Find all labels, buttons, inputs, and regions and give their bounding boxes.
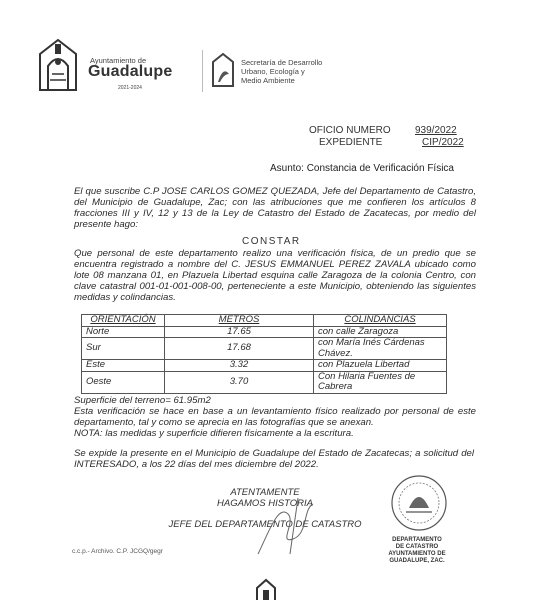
expediente-number: CIP/2022 — [422, 137, 464, 148]
catastro-seal-icon — [376, 474, 462, 532]
seal-caption — [362, 537, 472, 565]
col-orientation: ORIENTACIÓN — [82, 315, 165, 327]
verification-note: Esta verificación se hace en base a un levantamiento físico realizado por personal de este departamento, tal y como se aprecia en las fotografías que se anexan. — [74, 406, 476, 428]
row-orientation: Oeste — [82, 371, 165, 393]
expediente-label: EXPEDIENTE — [319, 137, 383, 148]
row-boundary: Con Hilaria Fuentes de Cabrera — [314, 371, 447, 393]
handwritten-signature-icon — [248, 494, 338, 560]
table-row — [82, 360, 447, 372]
table-row — [82, 371, 447, 393]
municipality-period: 2021-2024 — [118, 85, 142, 91]
row-boundary: con Plazuela Libertad — [314, 360, 447, 372]
verification-paragraph: Que personal de este departamento realizo una verificación física, de un predio que se encuentra registrado a nombre del C. JESUS EMMANUEL PEREZ ZAVALA ubicado como lote 08 manzana 01, en Plazuela Libertad esquina calle Zaragoza de la colonia Centro, con clave catastral 001-01-001-008-00, perteneciente a este Municipio, obteniendo las siguientes medidas y colindancias. — [74, 248, 476, 303]
surface-section — [74, 395, 476, 439]
secretariat-name — [241, 58, 322, 85]
surface-area: Superficie del terreno= 61.95m2 — [74, 395, 211, 406]
row-orientation: Sur — [82, 338, 165, 360]
footer-emblem-icon — [253, 578, 279, 600]
row-orientation: Este — [82, 360, 165, 372]
sign-atentamente: ATENTAMENTE — [230, 487, 300, 498]
row-meters: 3.32 — [165, 360, 314, 372]
row-meters: 3.70 — [165, 371, 314, 393]
seal-line3: AYUNTAMIENTO DE — [388, 551, 446, 557]
expediente-value — [422, 137, 464, 148]
secretariat-line3: Medio Ambiente — [241, 76, 295, 85]
issuance-paragraph: Se expide la presente en el Municipio de Guadalupe del Estado de Zacatecas; a solicitud del INTERESADO, a los 22 días del mes diciembre del 2022. — [74, 448, 474, 470]
table-row — [82, 326, 447, 338]
oficio-value — [415, 125, 457, 136]
row-boundary: con María Inés Cárdenas Chávez. — [314, 338, 447, 360]
municipality-line1: Ayuntamiento de — [90, 56, 147, 65]
sign-motto: HAGAMOS HISTORIA — [217, 498, 313, 509]
row-boundary: con calle Zaragoza — [314, 326, 447, 338]
seal-line1: DEPARTAMENTO — [392, 537, 442, 543]
discrepancy-note: NOTA: las medidas y superficie difieren físicamente a la escritura. — [74, 428, 354, 439]
oficio-number: 939/2022 — [415, 125, 457, 136]
col-meters: METROS — [165, 315, 314, 327]
oficio-label: OFICIO NUMERO — [309, 125, 391, 136]
guadalupe-logo-icon — [36, 36, 80, 94]
secretariat-line1: Secretaría de Desarrollo — [241, 58, 323, 67]
secretariat-logo-icon — [210, 52, 236, 88]
constar-heading: CONSTAR — [242, 236, 301, 247]
subject-line: Asunto: Constancia de Verificación Física — [270, 163, 454, 174]
measurements-table — [81, 314, 447, 394]
row-meters: 17.68 — [165, 338, 314, 360]
sign-title: JEFE DEL DEPARTAMENTO DE CATASTRO — [168, 519, 362, 530]
row-orientation: Norte — [82, 326, 165, 338]
cc-note: c.c.p.- Archivo. C.P. JCGQ/gegr — [72, 548, 163, 555]
municipality-name: Guadalupe — [88, 63, 173, 80]
col-boundaries: COLINDANCIAS — [314, 315, 447, 327]
secretariat-line2: Urbano, Ecología y — [241, 67, 305, 76]
seal-line2: DE CATASTRO — [395, 544, 439, 550]
table-header-row — [82, 315, 447, 327]
table-row — [82, 338, 447, 360]
header-separator — [202, 50, 203, 92]
intro-paragraph: El que suscribe C.P JOSE CARLOS GOMEZ QUEZADA, Jefe del Departamento de Catastro, del Municipio de Guadalupe, Zac; con las atribuciones que me confieren los artículos 8 fracciones III y IV, 12 y 13 de la Ley de Catastro del Estado de Zacatecas, por medio del presente hago: — [74, 186, 476, 230]
row-meters: 17.65 — [165, 326, 314, 338]
seal-line4: GUADALUPE, ZAC. — [389, 558, 445, 564]
